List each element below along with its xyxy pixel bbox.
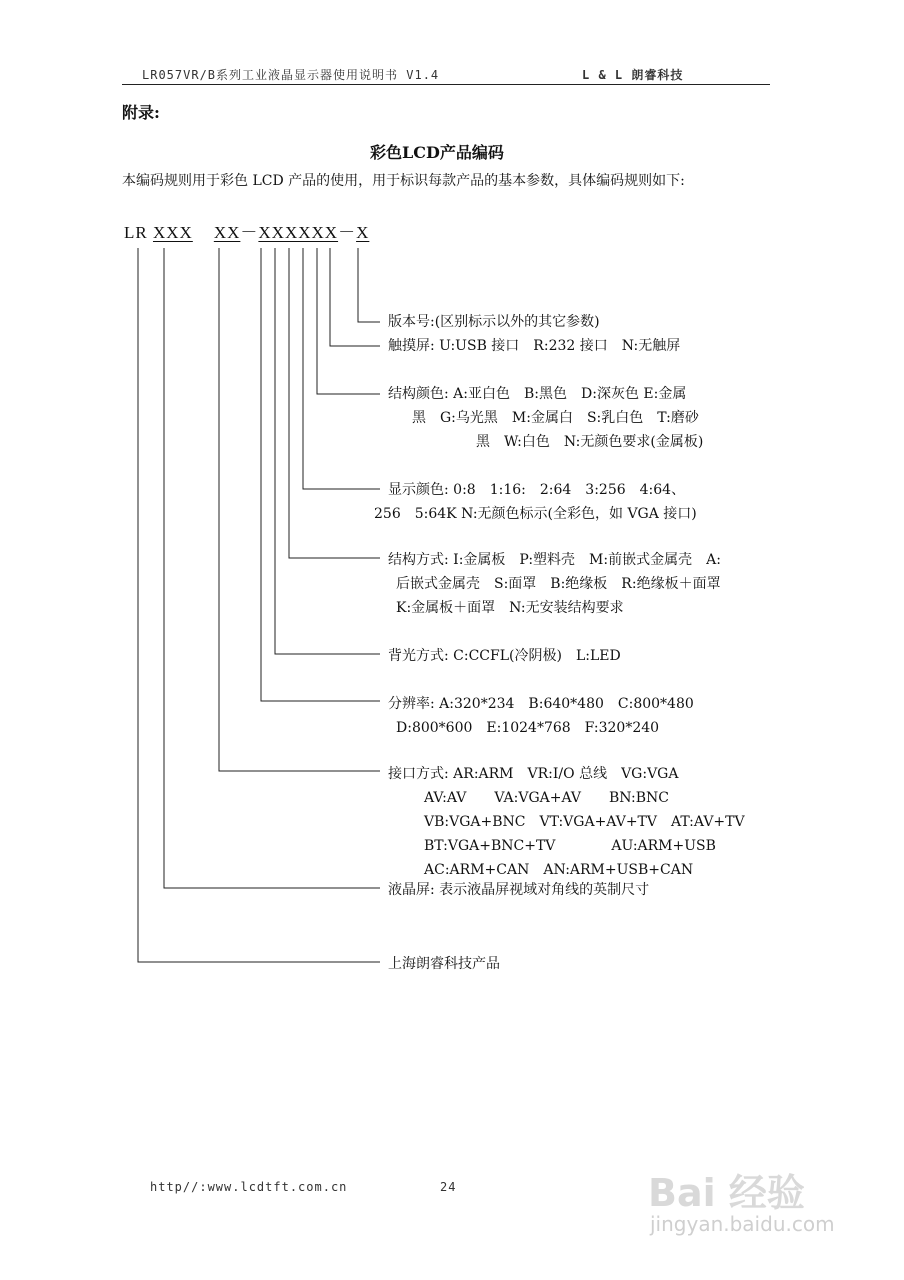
desc-display-color-2: 256 5:64K N:无颜色标示(全彩色，如 VGA 接口) <box>374 506 697 522</box>
line-interface <box>219 248 380 771</box>
desc-struct-color-1: 结构颜色: A:亚白色 B:黑色 D:深灰色 E:金属 <box>388 386 687 402</box>
baidu-watermark-site: jingyan.baidu.com <box>650 1212 835 1236</box>
line-version <box>358 248 380 322</box>
code-part-interface: XX <box>213 223 241 242</box>
line-product <box>138 248 380 962</box>
line-struct-color <box>317 248 380 394</box>
desc-interface-5: AC:ARM+CAN AN:ARM+USB+CAN <box>424 862 694 878</box>
desc-backlight: 背光方式: C:CCFL(冷阴极) L:LED <box>388 648 621 664</box>
code-dash-1: － <box>240 223 259 242</box>
code-part-version: X <box>356 223 370 242</box>
section-title: 彩色LCD产品编码 <box>370 143 504 162</box>
desc-struct-mode-1: 结构方式: I:金属板 P:塑料壳 M:前嵌式金属壳 A: <box>388 552 721 568</box>
intro-text: 本编码规则用于彩色 LCD 产品的使用，用于标识每款产品的基本参数，具体编码规则如下: <box>122 173 685 189</box>
desc-struct-color-2: 黑 G:乌光黑 M:金属白 S:乳白色 T:磨砂 <box>412 410 699 426</box>
desc-display-color-1: 显示颜色: 0:8 1:16: 2:64 3:256 4:64、 <box>388 482 686 498</box>
desc-struct-mode-3: K:金属板＋面罩 N:无安装结构要求 <box>396 600 624 616</box>
baidu-watermark-logo: Bai 经验 <box>648 1171 805 1215</box>
code-prefix: LR <box>124 223 148 242</box>
desc-resolution-2: D:800*600 E:1024*768 F:320*240 <box>396 720 660 736</box>
line-backlight <box>275 248 380 654</box>
line-touch <box>330 248 380 346</box>
desc-interface-2: AV:AV VA:VGA+AV BN:BNC <box>424 790 670 806</box>
appendix-label: 附录: <box>122 103 160 122</box>
desc-version: 版本号:(区别标示以外的其它参数) <box>388 314 600 330</box>
code-part-params: XXXXXX <box>258 223 339 242</box>
desc-interface-3: VB:VGA+BNC VT:VGA+AV+TV AT:AV+TV <box>424 814 745 830</box>
header-title: LR057VR/B系列工业液晶显示器使用说明书 V1.4 <box>142 68 440 82</box>
page-number: 24 <box>440 1180 457 1194</box>
line-lcd <box>164 248 380 888</box>
line-display-color <box>303 248 380 489</box>
desc-interface-1: 接口方式: AR:ARM VR:I/O 总线 VG:VGA <box>388 766 679 782</box>
header-company: L & L 朗睿科技 <box>582 68 684 82</box>
code-dash-2: － <box>338 223 357 242</box>
footer-url: http//:www.lcdtft.com.cn <box>150 1180 348 1194</box>
desc-struct-color-3: 黑 W:白色 N:无颜色要求(金属板) <box>476 434 704 450</box>
code-part-screen: XXX <box>152 223 193 242</box>
desc-interface-4: BT:VGA+BNC+TV AU:ARM+USB <box>424 838 716 854</box>
desc-touch: 触摸屏: U:USB 接口 R:232 接口 N:无触屏 <box>388 338 681 354</box>
desc-product: 上海朗睿科技产品 <box>388 956 500 972</box>
line-resolution <box>261 248 380 701</box>
desc-resolution-1: 分辨率: A:320*234 B:640*480 C:800*480 <box>388 696 694 712</box>
desc-lcd: 液晶屏: 表示液晶屏视域对角线的英制尺寸 <box>388 882 650 898</box>
desc-struct-mode-2: 后嵌式金属壳 S:面罩 B:绝缘板 R:绝缘板＋面罩 <box>396 576 721 592</box>
